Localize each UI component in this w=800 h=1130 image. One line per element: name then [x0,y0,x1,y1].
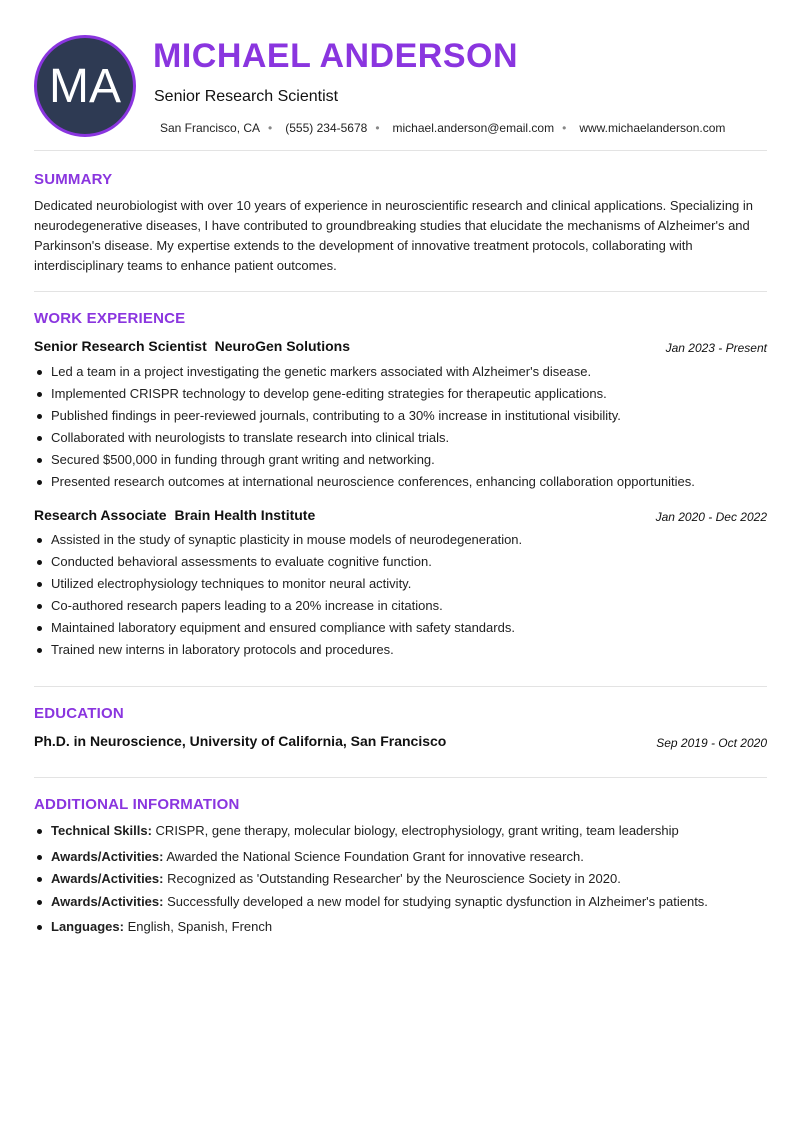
avatar-initials: MA [49,59,121,113]
list-item: Secured $500,000 in funding through grant writing and networking. [34,449,774,471]
list-item: Collaborated with neurologists to translate research into clinical trials. [34,427,774,449]
contact-website[interactable]: www.michaelanderson.com [579,121,726,135]
job-header [34,338,767,354]
list-item: Maintained laboratory equipment and ensured compliance with safety standards. [34,617,774,639]
job-company: NeuroGen Solutions [214,338,350,354]
info-key: Languages: [51,919,124,934]
list-item: Utilized electrophysiology techniques to monitor neural activity. [34,573,774,595]
job-bullets [34,529,774,661]
info-value: Successfully developed a new model for studying synaptic dysfunction in Alzheimer's patients. [167,893,708,909]
list-item: Trained new interns in laboratory protocols and procedures. [34,639,774,661]
list-item [34,846,774,869]
list-item: Assisted in the study of synaptic plasticity in mouse models of neurodegeneration. [34,529,774,551]
list-item: Implemented CRISPR technology to develop gene-editing strategies for therapeutic applications. [34,383,774,405]
info-key: Awards/Activities: [51,893,164,909]
job-company: Brain Health Institute [174,507,316,523]
contact-line [160,121,725,135]
list-item: Published findings in peer-reviewed journals, contributing to a 30% increase in institutional visibility. [34,405,774,427]
separator-dot-icon: • [268,121,273,135]
list-item: Led a team in a project investigating the genetic markers associated with Alzheimer's disease. [34,361,774,383]
job-dates: Jan 2023 - Present [665,341,767,355]
additional-list [34,820,774,939]
additional-heading: ADDITIONAL INFORMATION [34,796,240,813]
job-title: Research Associate [34,507,167,523]
info-value: Recognized as 'Outstanding Researcher' by the Neuroscience Society in 2020. [167,871,621,886]
separator-dot-icon: • [375,121,380,135]
list-item [34,868,774,891]
list-item [34,891,774,914]
experience-heading: WORK EXPERIENCE [34,310,186,327]
separator-dot-icon: • [562,121,567,135]
summary-text: Dedicated neurobiologist with over 10 years of experience in neuroscientific research and clinical applications. Specializing in neurodegenerative diseases, I have contributed to groundbreaking studies that elucidate the mechanisms of Alzheimer's and Parkinson's disease. My expertise extends to the development of innovative treatment protocols, collaborating with interdisciplinary teams to enhance patient outcomes. [34,198,754,273]
divider [34,777,767,778]
info-value: English, Spanish, French [127,919,273,934]
divider [34,291,767,292]
education-dates: Sep 2019 - Oct 2020 [656,736,767,750]
contact-email[interactable]: michael.anderson@email.com [392,121,555,135]
avatar [34,35,136,137]
info-key: Technical Skills: [51,823,152,838]
job-dates: Jan 2020 - Dec 2022 [655,510,767,524]
education-heading: EDUCATION [34,705,124,722]
list-item: Conducted behavioral assessments to evaluate cognitive function. [34,551,774,573]
list-item: Co-authored research papers leading to a 20% increase in citations. [34,595,774,617]
info-value: Awarded the National Science Foundation Grant for innovative research. [166,848,584,864]
education-degree: Ph.D. in Neuroscience, University of California, San Francisco [34,733,447,749]
divider [34,150,767,151]
contact-phone[interactable]: (555) 234-5678 [285,121,368,135]
candidate-name: MICHAEL ANDERSON [153,37,519,75]
candidate-title: Senior Research Scientist [154,88,339,105]
summary-heading: SUMMARY [34,171,113,188]
list-item [34,820,774,843]
job-title: Senior Research Scientist [34,338,207,354]
job-bullets [34,361,774,493]
list-item [34,916,774,939]
list-item: Presented research outcomes at international neuroscience conferences, enhancing collaboration opportunities. [34,471,774,493]
info-key: Awards/Activities: [51,871,164,886]
info-key: Awards/Activities: [51,848,164,864]
divider [34,686,767,687]
info-value: CRISPR, gene therapy, molecular biology, electrophysiology, grant writing, team leadership [155,823,679,838]
contact-location: San Francisco, CA [160,121,261,135]
